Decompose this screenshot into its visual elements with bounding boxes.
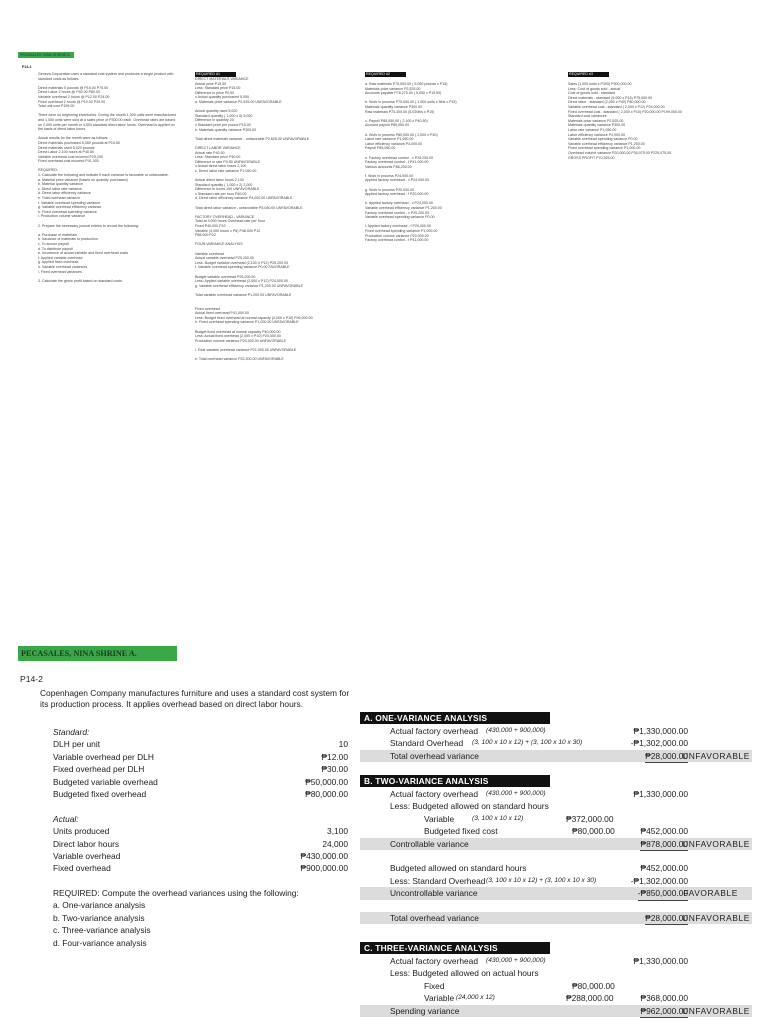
scan-line: DIRECT LABOR VARIANCE xyxy=(195,145,241,150)
scan-line: f. Variable overhead spending variance xyxy=(38,200,101,205)
scan-line: c. To accrue payroll xyxy=(38,241,69,246)
scan-line: Sales (1,000 units x P300) P300,000.00 xyxy=(568,82,632,86)
scan-line: Variable overhead 2 hours @ P12.00 P24.00 xyxy=(38,94,110,99)
status: UNFAVORABLE xyxy=(682,1005,750,1016)
value: ₱372,000.00 xyxy=(566,813,614,824)
scan-line: h. Fixed overhead spending variance P1,000.00 UNFAVORABLE xyxy=(195,320,299,325)
label: Budgeted fixed cost xyxy=(424,826,498,837)
note: (430,000 + 900,000) xyxy=(486,727,546,734)
value: ₱1,330,000.00 xyxy=(633,956,688,966)
scan-line: Materials quantity variance P300.00 xyxy=(568,123,626,128)
scan-line: d. Work in process P80,000.00 ( 2,000 x P40) xyxy=(365,132,438,137)
scan-line: Actual results for the month were as follows: xyxy=(38,136,109,141)
act-label: Units produced xyxy=(53,826,110,837)
scan-line: Factory overhead control - f P41,000.00 xyxy=(365,238,429,243)
note: (24,000 x 12) xyxy=(456,994,495,1002)
scan-line: FACTORY OVERHEAD - VARIANCE xyxy=(195,214,255,219)
scan-line: e. Factory overhead control - v P25,200.00 xyxy=(365,155,434,160)
scan-line: i. Total variable overhead variance P21,000.00 UNFAVORABLE xyxy=(195,348,297,353)
std-label: Fixed overhead per DLH xyxy=(53,764,145,775)
scan-line: Direct Labor 2,100 hours at P40.50 xyxy=(38,150,94,155)
std-label: Budgeted fixed overhead xyxy=(53,788,147,799)
scan-line: Factory overhead control - f P41,000.00 xyxy=(365,160,429,165)
required-item: b. Two-variance analysis xyxy=(53,912,145,923)
scan-line: Fixed overhead cost - standard ( 2,000 x P10) P20,000.00 P199,000.00 xyxy=(568,109,682,114)
scan-line: Fixed overhead 2 hours @ P10.00 P20.00 xyxy=(38,99,106,104)
required-heading: REQUIRED: Compute the overhead variances using the following: xyxy=(53,888,299,899)
bottom-problem-number: P14-2 xyxy=(20,674,43,684)
bottom-intro xyxy=(40,688,360,710)
required-item: c. Three-variance analysis xyxy=(53,925,151,936)
scan-line: Actual direct labor hours 2,100 xyxy=(195,178,244,183)
value: -₱1,302,000.00 xyxy=(631,737,688,750)
standard-heading: Standard: xyxy=(53,727,90,737)
label: Total overhead variance xyxy=(390,750,479,761)
scan-line: a. Raw materials P75,000.00 ( 5,050 pounds x P15) xyxy=(365,82,448,86)
label: Uncontrollable variance xyxy=(390,888,478,899)
scan-line: There were no beginning inventories. During the month 1,000 units were manufactured xyxy=(38,113,177,118)
scan-line: c. Direct labor rate variance P1,050.00 xyxy=(195,168,257,173)
scan-line: Direct materials 5 pounds @ P15.00 P75.00 xyxy=(38,85,109,90)
label: Spending variance xyxy=(390,1005,460,1016)
value: ₱878,000.00 xyxy=(640,838,688,851)
std-label: DLH per unit xyxy=(53,739,101,750)
top-required2-column xyxy=(365,82,560,243)
scan-line: c. Payroll P85,050.00 ( 2,100 x P40.50) xyxy=(365,118,428,123)
scan-line: Less: Standard price P15.00 xyxy=(195,86,241,91)
top-problem-number: P14-1 xyxy=(22,65,32,69)
label: Variable xyxy=(424,993,455,1004)
scan-line: c. Direct labor rate variance xyxy=(38,186,82,191)
scan-line: Less: Cost of goods sold - actual xyxy=(568,86,621,91)
scan-line: Cost of goods sold - standard xyxy=(568,91,615,96)
scan-line: Variable overhead efficiency variance P1,200.00 xyxy=(365,206,442,211)
label: Actual factory overhead xyxy=(390,726,478,736)
value: ₱452,000.00 xyxy=(640,863,688,874)
scan-line: Direct labor - standard (2,000 x P40) P80,000.00 xyxy=(568,100,646,105)
scan-line: d. Direct labor efficiency variance xyxy=(38,191,91,196)
scan-line: Materials price variance P2,525.00 xyxy=(568,118,624,123)
scan-line: Total variable overhead variance P1,200.00 UNFAVORABLE xyxy=(195,292,292,297)
scan-line: d. Direct labor efficiency variance P4,000.00 UNFAVORABLE xyxy=(195,196,293,201)
status: UNFAVORABLE xyxy=(682,912,750,923)
status: UNFAVORABLE xyxy=(682,838,750,849)
top-name-tag: PECASALES, NINA SHRINE A. xyxy=(18,52,74,58)
scan-line: and 1,000 units were sold at a sales price of P300.00 each. Overhead rates are based xyxy=(38,117,176,122)
scan-line: e. Total overhead variance P22,200.00 UNFAVORABLE xyxy=(195,357,284,362)
value: ₱1,330,000.00 xyxy=(633,789,688,799)
scan-line: Accounts payable P78,275.00 ( 5,050 x P15.50) xyxy=(365,91,442,96)
note: (3, 100 x 10 x 12) + (3, 100 x 10 x 30) xyxy=(472,739,583,747)
label: Actual factory overhead xyxy=(390,789,478,799)
two-variance-block xyxy=(360,788,752,924)
scan-line: Production volume variance P20,000.00 xyxy=(365,233,429,238)
intro-line-1: Copenhagen Company manufactures furniture and uses a standard cost system for xyxy=(40,688,350,698)
std-value: ₱12.00 xyxy=(321,751,348,762)
scan-line: Accrued payroll P85,050.00 xyxy=(365,123,410,128)
std-value: 10 xyxy=(338,739,348,750)
label: Fixed xyxy=(424,980,445,991)
scan-line: 2. Prepare the necessary journal entries to record the following: xyxy=(38,223,139,228)
scan-line: b. Work in process P75,000.00 ( 1,000 units x 5lbs x P15) xyxy=(365,100,457,105)
scan-line: Production volume variance P20,000.00 UNFAVORABLE xyxy=(195,338,287,343)
value: ₱28,000.00 xyxy=(645,750,688,763)
scan-line: Direct materials used 5,020 pounds xyxy=(38,145,95,150)
scan-line: a. Materials price variance P2,525.00 UNFAVORABLE xyxy=(195,99,282,104)
scan-line: g. Work in process P20,000.00 xyxy=(365,187,415,192)
scan-line: x Standard rate per hour P40.00 xyxy=(195,191,247,196)
scan-line: x Actual quantity purchased 5,050 xyxy=(195,95,249,100)
value: ₱368,000.00 xyxy=(640,993,688,1004)
scan-line: Less: Applied variable overhead (2,000 x P12) P24,000.00 xyxy=(195,279,288,284)
std-value: ₱30.00 xyxy=(321,764,348,775)
scan-line: Variable overhead spending variance P0.00 xyxy=(568,137,638,142)
scan-line: Variable overhead efficiency variance P1,200.00 xyxy=(568,141,645,146)
scan-line: Standard quantity ( 1,000 x 2) 2,000 xyxy=(195,182,253,187)
two-variance-header: B. TWO-VARIANCE ANALYSIS xyxy=(360,775,550,787)
scan-line: Less: Standard price P40.00 xyxy=(195,155,241,160)
scan-line: e. Total overhead variance xyxy=(38,196,81,201)
label: Standard Overhead xyxy=(390,738,464,749)
scan-line: Fixed overhead spending variance P1,000.00 xyxy=(365,229,438,233)
three-variance-block xyxy=(360,955,752,1017)
scan-line: Total at 4,000 hours Overhead rate per hour xyxy=(195,219,265,224)
value: ₱962,000.00 xyxy=(640,1005,688,1018)
std-label: Variable overhead per DLH xyxy=(53,751,154,762)
status: FAVORABLE xyxy=(683,888,738,899)
scan-line: FOUR-VARIANCE ANALYSIS xyxy=(195,242,243,247)
top-required3-header: REQUIRED #3 xyxy=(568,72,609,77)
scan-line: x Standard price per pound P15.00 xyxy=(195,122,251,127)
scan-line: f. Work in process P24,000.00 xyxy=(365,173,414,178)
scan-line: Variable overhead spending variance P0.00 xyxy=(365,215,435,220)
one-variance-block xyxy=(360,725,752,762)
scan-line: Fixed overhead xyxy=(195,306,220,311)
scan-line: Applied factory overhead - v P24,000.00 xyxy=(365,178,430,183)
label: Variable xyxy=(424,813,455,824)
scan-line: g. Applied fixed overhead xyxy=(38,260,79,265)
scan-line: a. Material price variance (based on quantity purchased) xyxy=(38,177,128,182)
required-item: a. One-variance analysis xyxy=(53,900,146,911)
act-label: Direct labor hours xyxy=(53,838,120,849)
intro-line-2: its production process. It applies overhead based on direct labor hours. xyxy=(40,699,304,709)
scan-line: REQUIRED: xyxy=(38,168,58,173)
value: -₱1,302,000.00 xyxy=(631,875,688,888)
scan-line: Actual price P15.50 xyxy=(195,81,227,86)
value: ₱80,000.00 xyxy=(572,980,615,991)
scan-line: h. Variable overhead variances xyxy=(38,264,88,269)
scan-line: e. Incurrence of actual variable and fixed overhead costs xyxy=(38,251,129,256)
scan-line: Various accounts P66,200.00 xyxy=(365,164,412,169)
scan-line: DIRECT MATERIALS VARIANCE xyxy=(195,77,249,81)
note: (430,000 + 900,000) xyxy=(486,957,546,964)
std-value: ₱50,000.00 xyxy=(305,776,348,787)
scan-line: Fixed P40,000 P10 xyxy=(195,224,226,228)
label: Budgeted allowed on standard hours xyxy=(390,863,527,874)
scan-line: Direct materials purchased 5,050 pounds at P15.50 xyxy=(38,140,120,145)
scan-line: Fixed overhead cost incurred P41,000 xyxy=(38,159,99,164)
scan-line: Geneva Corporation uses a standard cost system and produces a single product with xyxy=(38,72,174,76)
scan-line: g. Variable overhead efficiency variance xyxy=(38,205,102,210)
scan-line: Actual variable overhead P25,200.00 xyxy=(195,256,254,261)
scan-line: Total unit cost P199.00 xyxy=(38,104,75,109)
scan-line: Difference in rate P0.50 UNFAVORABLE xyxy=(195,159,260,164)
scan-line: i. Fixed overhead variances xyxy=(38,269,82,274)
scan-line: Difference in hours 100 UNFAVORABLE xyxy=(195,187,260,192)
scan-line: Difference in price P0.50 xyxy=(195,90,235,95)
scan-line: the basis of direct labor hours. xyxy=(38,127,87,132)
scan-line: h. Applied factory overhead - v P24,000.00 xyxy=(365,201,433,206)
scan-line: Overhead volume variance P20,000.00 P30,075.00 P229,075.00 xyxy=(568,150,672,155)
scan-line: Labor rate variance P1,050.00 xyxy=(568,127,617,132)
value: ₱80,000.00 xyxy=(572,825,615,838)
act-value: ₱430,000.00 xyxy=(300,850,348,861)
scan-line: Variable overhead cost incurred P25,200 xyxy=(38,154,103,159)
scan-line: a. Purchase of materials xyxy=(38,232,77,237)
scan-line: Actual rate P40.50 xyxy=(195,150,225,155)
scan-line: Variable overhead xyxy=(195,251,224,256)
scan-line: Less: Budget variable overhead (2,100 X P12) P25,200.00 xyxy=(195,260,289,265)
note: (3, 100 x 10 x 12) xyxy=(472,814,524,822)
scan-line: Standard quantity ( 1,000 x 5) 5,000 xyxy=(195,113,253,118)
scan-line: i. Production volume variance xyxy=(38,214,86,219)
scan-line: h. Fixed overhead spending variance xyxy=(38,209,97,214)
scan-line: g. Variable overhead efficiency variance P1,200.00 UNFAVORABLE xyxy=(195,283,304,288)
scan-line: Raw materials P75,300.00 (5,020lbs x P15) xyxy=(365,109,435,114)
scan-line: x Actual direct labor hours 2,100 xyxy=(195,164,247,169)
value: ₱1,330,000.00 xyxy=(633,726,688,736)
scan-line: Factory overhead control - v P25,200.00 xyxy=(365,210,430,215)
scan-line: f. Variable overhead spending variance P0.00 FAVORABLE xyxy=(195,265,290,270)
value: -₱850,000.00 xyxy=(638,887,688,900)
scan-line: Labor efficiency variance P4,000.00 xyxy=(365,141,423,146)
required-item: d. Four-variance analysis xyxy=(53,937,147,948)
std-value: ₱80,000.00 xyxy=(305,788,348,799)
scan-line: Materials quantity variance P300.00 xyxy=(365,104,423,109)
actual-heading: Actual: xyxy=(53,813,79,824)
scan-line: b. Materials quantity variance P300.00 xyxy=(195,127,257,132)
scan-line: b. Material quantity variance xyxy=(38,182,83,187)
act-label: Fixed overhead xyxy=(53,863,111,874)
scan-line: Total direct labor variance - unfavorable P5,050.00 UNFAVORABLE xyxy=(195,205,303,210)
note: (3, 100 x 10 x 12) + (3, 100 x 10 x 30) xyxy=(486,876,597,884)
label: Less: Budgeted allowed on actual hours xyxy=(390,968,539,979)
act-value: ₱900,000.00 xyxy=(300,863,348,874)
three-variance-header: C. THREE-VARIANCE ANALYSIS xyxy=(360,942,550,954)
scan-line: Direct materials - standard (5,000 x P15) P75,000.00 xyxy=(568,95,653,100)
value: ₱452,000.00 xyxy=(640,826,688,837)
scan-line: P88,000 P22 xyxy=(195,233,216,238)
scan-line: Budget fixed overhead at normal capacity P40,000.00 xyxy=(195,329,281,334)
top-required1-column xyxy=(195,77,350,362)
note: (430,000 + 900,000) xyxy=(486,790,546,797)
given-data-block xyxy=(53,726,348,949)
value: ₱28,000.00 xyxy=(645,912,688,925)
scan-line: Standard cost variances xyxy=(568,114,607,119)
scan-line: Labor rate variance P1,050.00 xyxy=(365,137,414,142)
scan-line: Less: Actual fixed overhead (2,000 x P10) P20,000.00 xyxy=(195,334,281,339)
scan-line: standard costs as follows: xyxy=(38,76,80,81)
scan-line: Actual quantity used 5,020 xyxy=(195,109,238,114)
scan-line: Fixed overhead spending variance P1,000.00 xyxy=(568,146,641,151)
top-required2-header: REQUIRED #2 xyxy=(365,72,406,77)
top-problem-text xyxy=(38,72,188,283)
act-value: 24,000 xyxy=(322,838,348,849)
label: Less: Budgeted allowed on standard hours xyxy=(390,801,549,812)
scan-line: i. Applied factory overhead - f P20,000.00 xyxy=(365,224,431,229)
scan-line: 1. Calculate the following and indicate if each variance is favorable or unfavorable. xyxy=(38,173,169,178)
scan-line: Variable overhead cost - standard ( 2,000 x P12) P24,000.00 xyxy=(568,104,665,109)
scan-line: d. To distribute payroll xyxy=(38,246,73,251)
scan-line: Difference in quantity 20 xyxy=(195,118,234,123)
scan-line: Payroll P85,050.00 xyxy=(365,146,396,151)
scan-line: Variable (4,000 hours x P6) P48,000 P12 xyxy=(195,228,261,233)
scan-line: on 2,000 units per month or 4,000 standard direct labor hours. Overhead is applied on xyxy=(38,122,175,127)
scan-line: Labor efficiency variance P4,000.00 xyxy=(568,132,626,137)
act-value: 3,100 xyxy=(327,826,348,837)
label: Total overhead variance xyxy=(390,912,479,923)
value: ₱288,000.00 xyxy=(566,992,614,1005)
scan-line: GROSS PROFIT P70,925.00 xyxy=(568,155,615,160)
scan-line: Budget variable overhead P25,200.00 xyxy=(195,274,256,279)
label: Actual factory overhead xyxy=(390,956,478,966)
top-required1-header: REQUIRED #1 xyxy=(195,72,236,77)
std-label: Budgeted variable overhead xyxy=(53,776,158,787)
scan-line: Direct Labor 2 hours @ P40.00 P80.00 xyxy=(38,90,100,95)
act-label: Variable overhead xyxy=(53,850,121,861)
label: Controllable variance xyxy=(390,838,469,849)
scan-line: Actual fixed overhead P41,000.00 xyxy=(195,311,249,316)
label: Less: Standard Overhead xyxy=(390,875,486,886)
scan-line: Total direct materials variance - unfavorable P2,825.00 UNFAVORABLE xyxy=(195,136,310,141)
status: UNFAVORABLE xyxy=(682,750,750,761)
scan-line: f. Applied variable overhead xyxy=(38,255,83,260)
bottom-name-tag: PECASALES, NINA SHRINE A. xyxy=(18,646,177,661)
scan-line: Less: Budget fixed overhead at normal capacity (4,000 x P10) P40,000.00 xyxy=(195,315,313,320)
scan-line: Applied factory overhead - f P20,000.00 xyxy=(365,192,429,197)
one-variance-header: A. ONE-VARIANCE ANALYSIS xyxy=(360,712,550,724)
top-required3-column xyxy=(568,82,753,160)
scan-line: 3. Calculate the gross profit based on standard costs. xyxy=(38,278,123,283)
scan-line: b. Issuance of materials to production xyxy=(38,237,98,242)
scan-line: Materials price variance P2,525.00 xyxy=(365,86,421,91)
